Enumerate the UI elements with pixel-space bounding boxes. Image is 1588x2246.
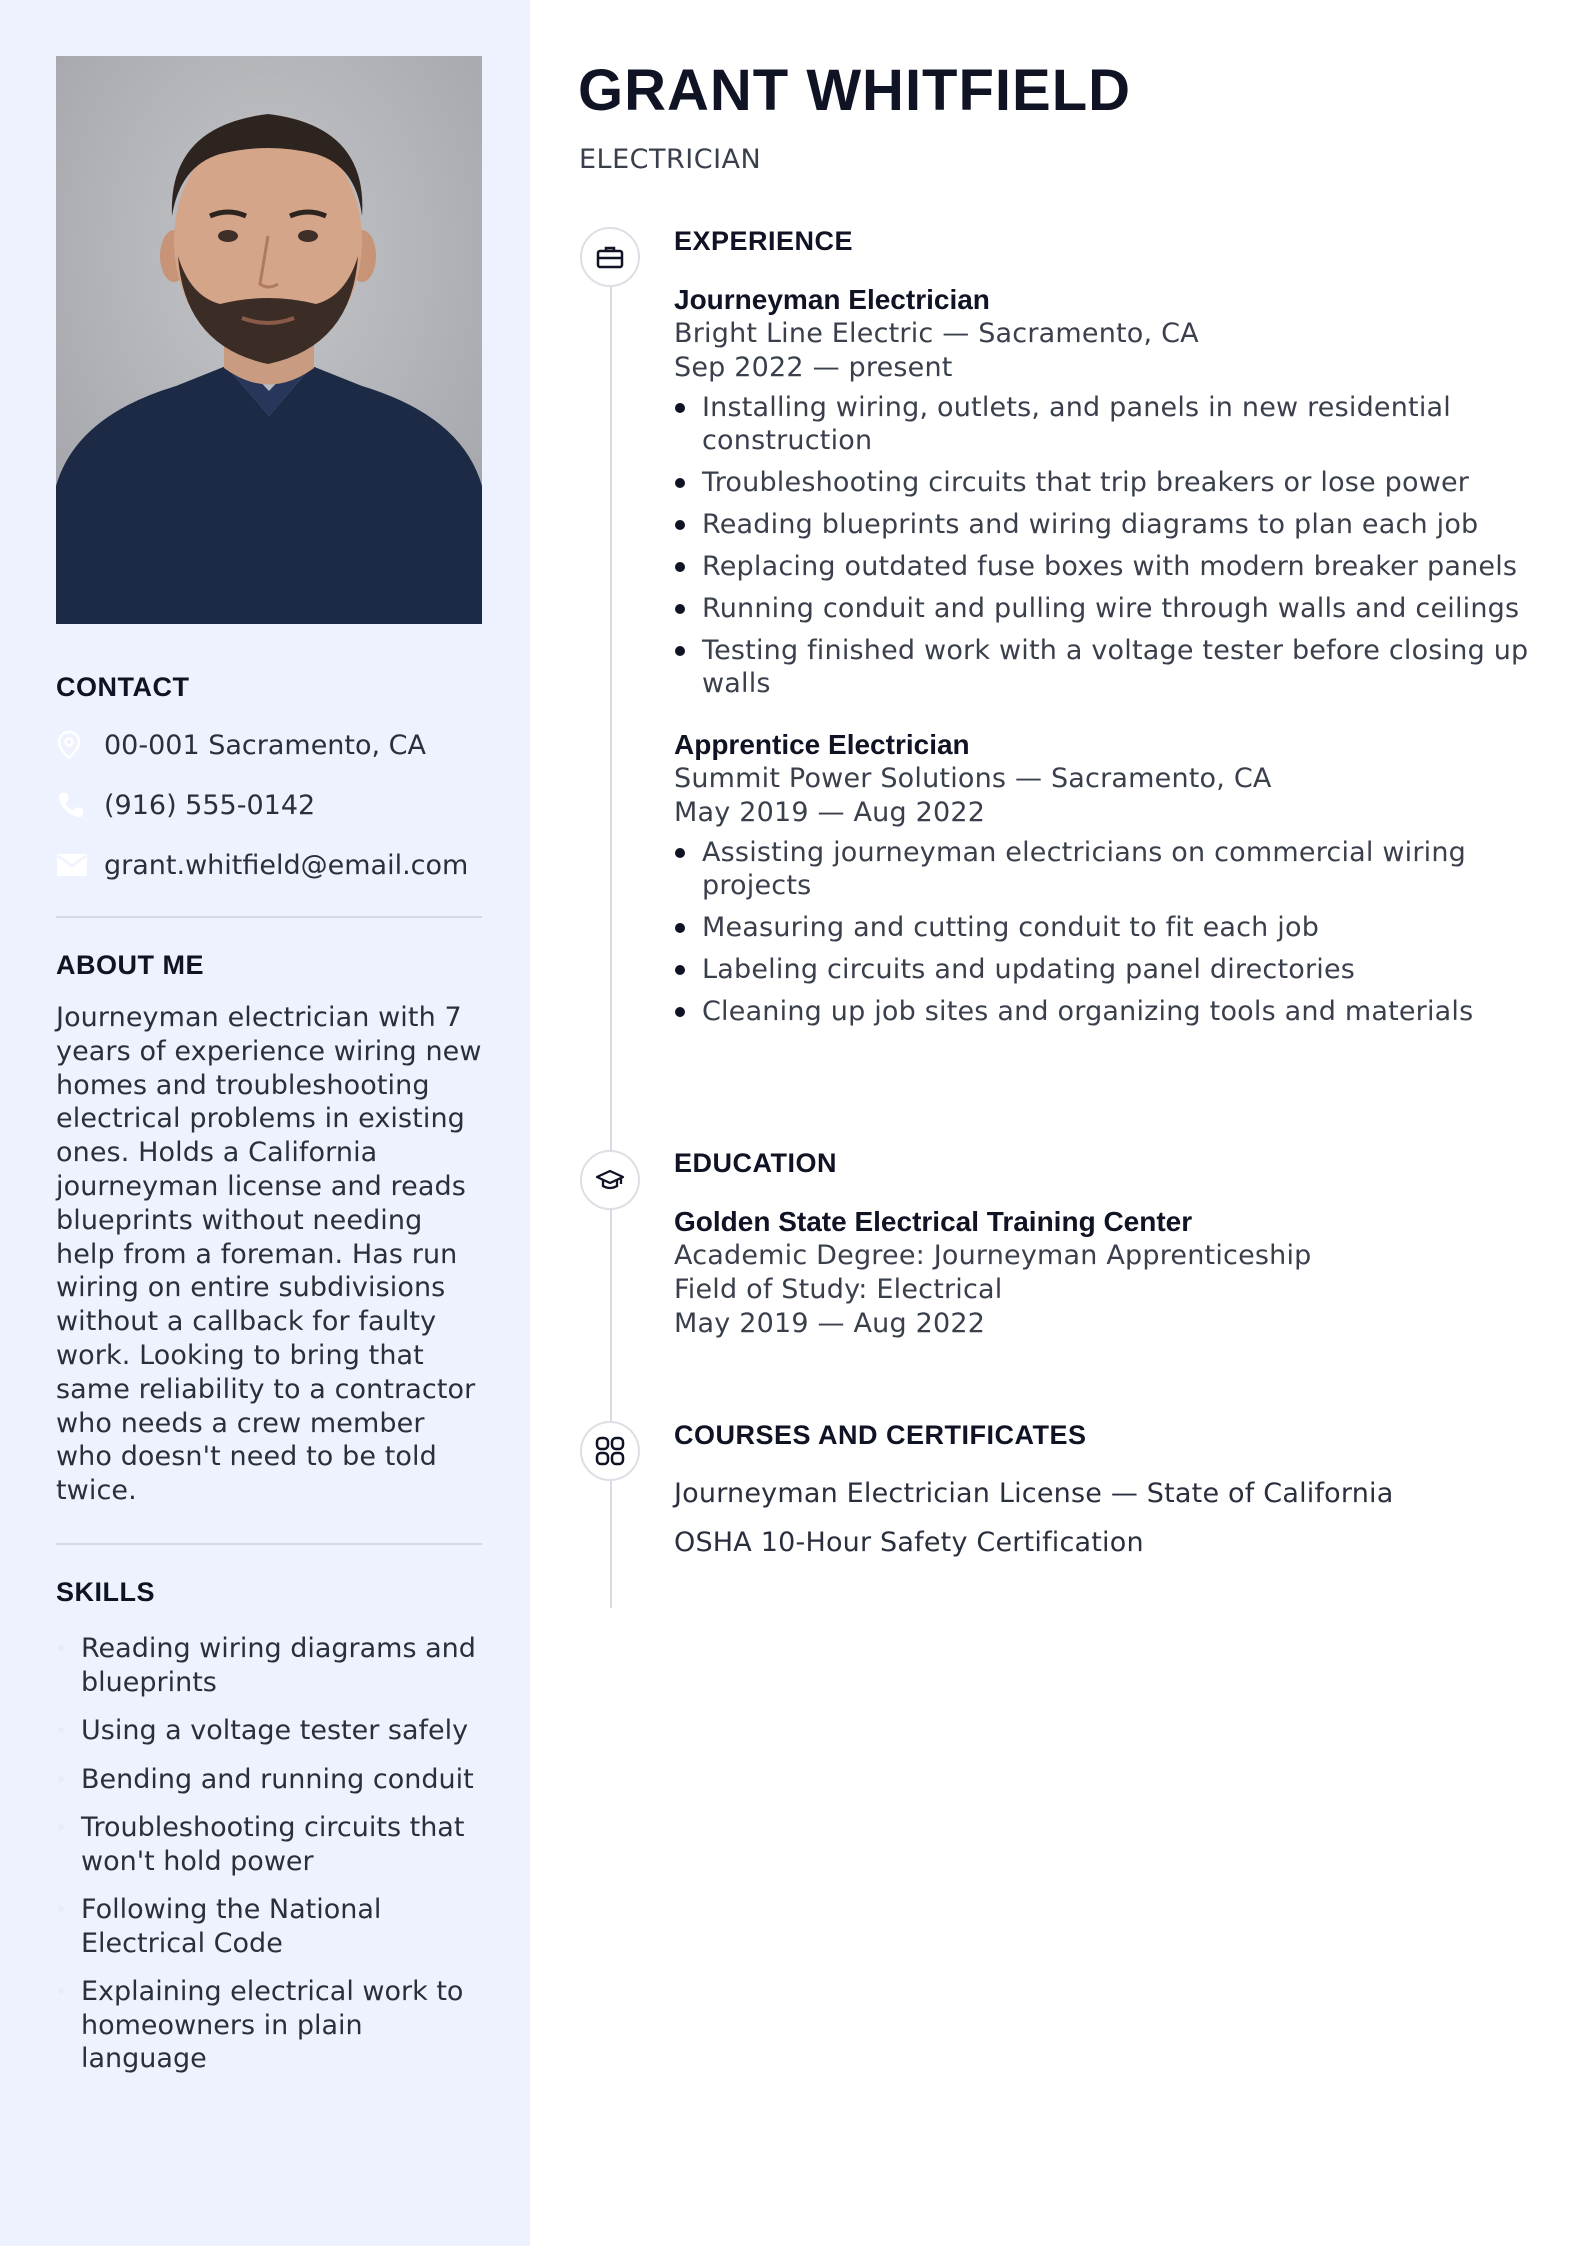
experience-title: EXPERIENCE — [674, 226, 854, 256]
job-bullet: Measuring and cutting conduit to fit each job — [674, 911, 1554, 944]
skill-item: Explaining electrical work to homeowners in plain language — [56, 1975, 482, 2076]
contact-address — [56, 715, 482, 775]
certificate-item: OSHA 10-Hour Safety Certification — [674, 1527, 1144, 1558]
phone-icon — [56, 790, 104, 820]
certificate-item: Journeyman Electrician License — State of California — [674, 1478, 1394, 1509]
contact-section — [56, 672, 482, 895]
job-bullet: Assisting journeyman electricians on commercial wiring projects — [674, 836, 1554, 902]
education-section — [674, 1148, 1554, 1341]
location-pin-icon — [56, 730, 104, 760]
job-entry — [674, 728, 1554, 1028]
email-text[interactable]: grant.whitfield@email.com — [104, 849, 469, 881]
job-bullet: Running conduit and pulling wire through walls and ceilings — [674, 592, 1554, 625]
briefcase-icon — [580, 227, 640, 287]
skill-item: Bending and running conduit — [56, 1763, 482, 1797]
experience-section — [674, 226, 1554, 1037]
address-text: 00-001 Sacramento, CA — [104, 729, 427, 761]
job-bullets — [674, 836, 1554, 1028]
job-company: Bright Line Electric — Sacramento, CA — [674, 318, 1199, 349]
about-title: ABOUT ME — [56, 950, 204, 980]
timeline-line — [610, 250, 612, 1608]
job-bullet: Installing wiring, outlets, and panels in new residential construction — [674, 391, 1554, 457]
degree: Academic Degree: Journeyman Apprenticeship — [674, 1240, 1312, 1271]
skills-title: SKILLS — [56, 1577, 156, 1607]
job-bullet: Replacing outdated fuse boxes with modern breaker panels — [674, 550, 1554, 583]
skills-list — [56, 1632, 482, 2076]
job-bullet: Testing finished work with a voltage tester before closing up walls — [674, 634, 1554, 700]
skill-item: Following the National Electrical Code — [56, 1893, 482, 1960]
job-bullets — [674, 391, 1554, 700]
job-company: Summit Power Solutions — Sacramento, CA — [674, 763, 1272, 794]
job-title: Journeyman Electrician — [674, 284, 990, 315]
skill-item: Using a voltage tester safely — [56, 1714, 482, 1748]
field-of-study: Field of Study: Electrical — [674, 1274, 1003, 1305]
skills-section — [56, 1577, 482, 2091]
skill-item: Reading wiring diagrams and blueprints — [56, 1632, 482, 1699]
envelope-icon — [56, 853, 104, 877]
education-title: EDUCATION — [674, 1148, 837, 1178]
courses-title: COURSES AND CERTIFICATES — [674, 1420, 1087, 1450]
school-name: Golden State Electrical Training Center — [674, 1206, 1193, 1237]
job-bullet: Labeling circuits and updating panel directories — [674, 953, 1554, 986]
skill-item: Troubleshooting circuits that won't hold power — [56, 1811, 482, 1878]
job-bullet: Reading blueprints and wiring diagrams to plan each job — [674, 508, 1554, 541]
about-text: Journeyman electrician with 7 years of experience wiring new homes and troubleshooting electrical problems in existing ones. Holds a California journeyman license and reads blueprints without needing help from a foreman. Has run wiring on entire subdivisions without a callback for faulty work. Looking to bring that same reliability to a contractor who needs a crew member who doesn't need to be told twice. — [56, 1002, 482, 1507]
education-dates: May 2019 — Aug 2022 — [674, 1308, 986, 1339]
contact-title: CONTACT — [56, 672, 190, 702]
sidebar-divider — [56, 1543, 482, 1545]
contact-phone — [56, 775, 482, 835]
job-entry — [674, 283, 1554, 700]
courses-section — [674, 1420, 1554, 1575]
job-title: Apprentice Electrician — [674, 729, 970, 760]
candidate-name: GRANT WHITFIELD — [578, 58, 1132, 123]
profile-photo — [56, 56, 482, 624]
job-dates: Sep 2022 — present — [674, 352, 953, 383]
contact-email — [56, 835, 482, 895]
job-dates: May 2019 — Aug 2022 — [674, 797, 986, 828]
job-bullet: Cleaning up job sites and organizing tools and materials — [674, 995, 1554, 1028]
sidebar-divider — [56, 916, 482, 918]
about-section — [56, 950, 482, 1508]
candidate-role: ELECTRICIAN — [579, 144, 762, 175]
job-bullet: Troubleshooting circuits that trip breakers or lose power — [674, 466, 1554, 499]
graduation-cap-icon — [580, 1150, 640, 1210]
phone-text[interactable]: (916) 555-0142 — [104, 789, 316, 821]
certificates-grid-icon — [580, 1421, 640, 1481]
